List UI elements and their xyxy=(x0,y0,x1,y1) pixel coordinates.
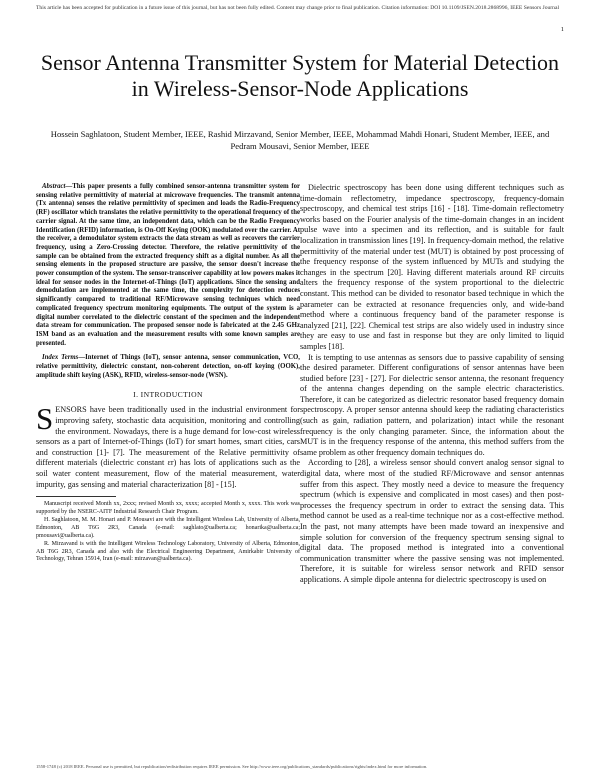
footnote-affiliation-2: R. Mirzavand is with the Intelligent Wireless Technology Laboratory, University of Alberta, Edmonton, AB T6G 2R3, Canada and also with the Electrical Engineering Department, Amirkabir University of Technology, Tehran 15914, Iran (e-mail: mirzavan@ualberta.ca). xyxy=(36,541,300,563)
left-column xyxy=(36,183,300,565)
body-paragraph: According to [28], a wireless sensor should convert analog sensor signal to digital data, where most of the studied RF/Microwave and sensor antennas suffer from this aspect. They mostly need a device to measure the frequency spectrum (which is expensive and complicated in most cases) and then post-processes the frequency spectrum in order to extract the sensing data. This method cannot be used as a real-time technique nor as a cost-effective method. In the past, not many attempts have been made toward an inexpensive and simple solution for conversion of the frequency spectrum sensing signal to digital data. The proposed method is integrated into a conventional communication transmitter where the passive sensing was not implemented. Therefore, it is suitable for wireless sensor network and RFID sensor applications. A simple dipole antenna for dielectric spectroscopy is used on xyxy=(300,458,564,584)
introduction-paragraph xyxy=(36,401,300,490)
drop-cap: S xyxy=(36,401,54,437)
abstract-text: —This paper presents a fully combined sensor-antenna transmitter system for sensing relative permittivity of material at microwave frequencies. The transmit antenna (Tx antenna) senses the relative permittivity of specimen and loads the Radio-Frequency (RF) oscillator which translates the relative permittivity to the operational frequency of the carrier signal. At the same time, an independent data, which can be the Radio Frequency Identification (RFID) information, is On-Off Keying (OOK) modulated over the carrier. At the receiver, a demodulator system extracts the data stream as well as recovers the carrier frequency, using a Zero-Crossing detector. Therefore, the relative permittivity of the sample can be obtained from the extracted frequency shift as a digital number. As all the sensing elements in the proposed structure are passive, the sensor doesn't increase the power consumption of the system. The sensor-transceiver capability at low powers makes it ideal for sensor nodes in the Internet-of-Things (IoT) applications. Since the sensing and demodulation are implemented at the same time, the complexity for detection reduces significantly compared to traditional RF/Microwave sensing techniques which need complicated frequency spectrum monitoring equipments. The output of the system is a digital number correlated to the dielectric constant of the specimen and the independent data stream for communication. The proposed sensor node is fabricated at the 2.45 GHz ISM band as an evaluation and the measurement results with some known samples are presented. xyxy=(36,183,300,347)
footnote-affiliation-1: H. Saghlatoon, M. M. Honari and P. Mousavi are with the Intelligent Wireless Lab, University of Alberta, Edmonton, AB T6G 2R3, Canada (e-mail: saghlato@ualberta.ca; honarika@ualberta.ca; pmousavi@ualberta.ca). xyxy=(36,517,300,539)
index-terms xyxy=(36,354,300,380)
body-paragraph: Dielectric spectroscopy has been done using different techniques such as time-domain reflectometry, impedance spectroscopy, frequency-domain spectroscopy, and chemical test strips [16] - [18]. Time-domain reflectometry works based on the Fourier analysis of the time-domain changes in an incident pulse wave into a specimen and its reflection, and is suitable for fault localization in transmission lines [19]. In frequency-domain method, the relative permittivity of the material under test (MUT) is obtained by post processing of the frequency response of the system influenced by MUTs and studying the changes in the spectrum [20]. Having different materials around RF circuits alters the frequency response of the system proportional to the dielectric constant. This method can be divided to resonator based technique in which the parameter can be extracted at resonance frequencies only, and wide-band method where a continuous frequency band of the parameter response is analyzed [21], [22]. Chemical test strips are also widely used in industry since they are easy to use and fast in response but they are only limited to liquid samples [18]. xyxy=(300,183,564,351)
index-terms-text: —Internet of Things (IoT), sensor antenna, sensor communication, VCO, relative permittivity, dielectric constant, non-coherent detection, on-off keying (OOK), amplitude shift keying (ASK), RFID, wireless-sensor-node (WSN). xyxy=(36,354,300,379)
abstract xyxy=(36,183,300,348)
paper-title: Sensor Antenna Transmitter System for Material Detection in Wireless-Sensor-Node Applications xyxy=(40,50,560,101)
author-list: Hossein Saghlatoon, Student Member, IEEE, Rashid Mirzavand, Senior Member, IEEE, Mohammad Mahdi Honari, Student Member, IEEE, and Pedram Mousavi, Senior Member, IEEE xyxy=(50,129,550,151)
body-paragraph: It is tempting to use antennas as sensors due to passive capability of sensing the desired parameter. Different configurations of sensor antennas have been studied before [23] - [27]. For dielectric sensor antenna, the resonant frequency of the antenna changes depending on the sample electric characteristics. Therefore, it can be categorized as dielectric resonator based frequency domain spectroscopy. A proper sensor antenna should keep the radiating characteristics (such as gain, radiation pattern, and polarization) intact while the resonant frequency is the only changing parameter. Since, the information about the MUT is in the frequency response of the antenna, this method suffers from the same problem as other frequency domain techniques do. xyxy=(300,352,564,457)
journal-header-note: This article has been accepted for publication in a future issue of this journal, but has not been fully edited. Content may change prior to final publication. Citation information: DOI 10.1109/JSEN.2018.2868996, IEEE Sensors Journal xyxy=(36,5,560,11)
page-number: 1 xyxy=(560,26,564,33)
footnote-manuscript: Manuscript received Month xx, 2xxx; revised Month xx, xxxx; accepted Month x, xxxx. This work was supported by the NSERC-AITF Industrial Research Chair Program. xyxy=(36,501,300,515)
footnote-divider xyxy=(36,496,116,497)
copyright-footer: 1558-1748 (c) 2018 IEEE. Personal use is permitted, but republication/redistribution requires IEEE permission. See http://www.ieee.org/publications_standards/publications/rights/index.html for more information. xyxy=(36,764,428,769)
abstract-label: Abstract xyxy=(42,183,66,190)
section-heading-introduction: I. INTRODUCTION xyxy=(133,390,203,400)
introduction-text: ENSORS have been traditionally used in the industrial environment for improving safety, stochastic data acquisition, monitoring and controlling the environment. Nowadays, there is a huge demand for low-cost wireless sensors as a part of Internet-of-Things (IoT) for smart homes, smart cities, cars and construction [1]- [7]. The measurement of the Relative permittivity of different materials (dielectric constant εr) has lots of applications such as the soil water content measurement, flow of the material measurement, water impurity, gas sensing and material characterization [8] - [15]. xyxy=(36,405,300,489)
right-column xyxy=(300,183,564,586)
index-terms-label: Index Terms xyxy=(42,354,79,362)
